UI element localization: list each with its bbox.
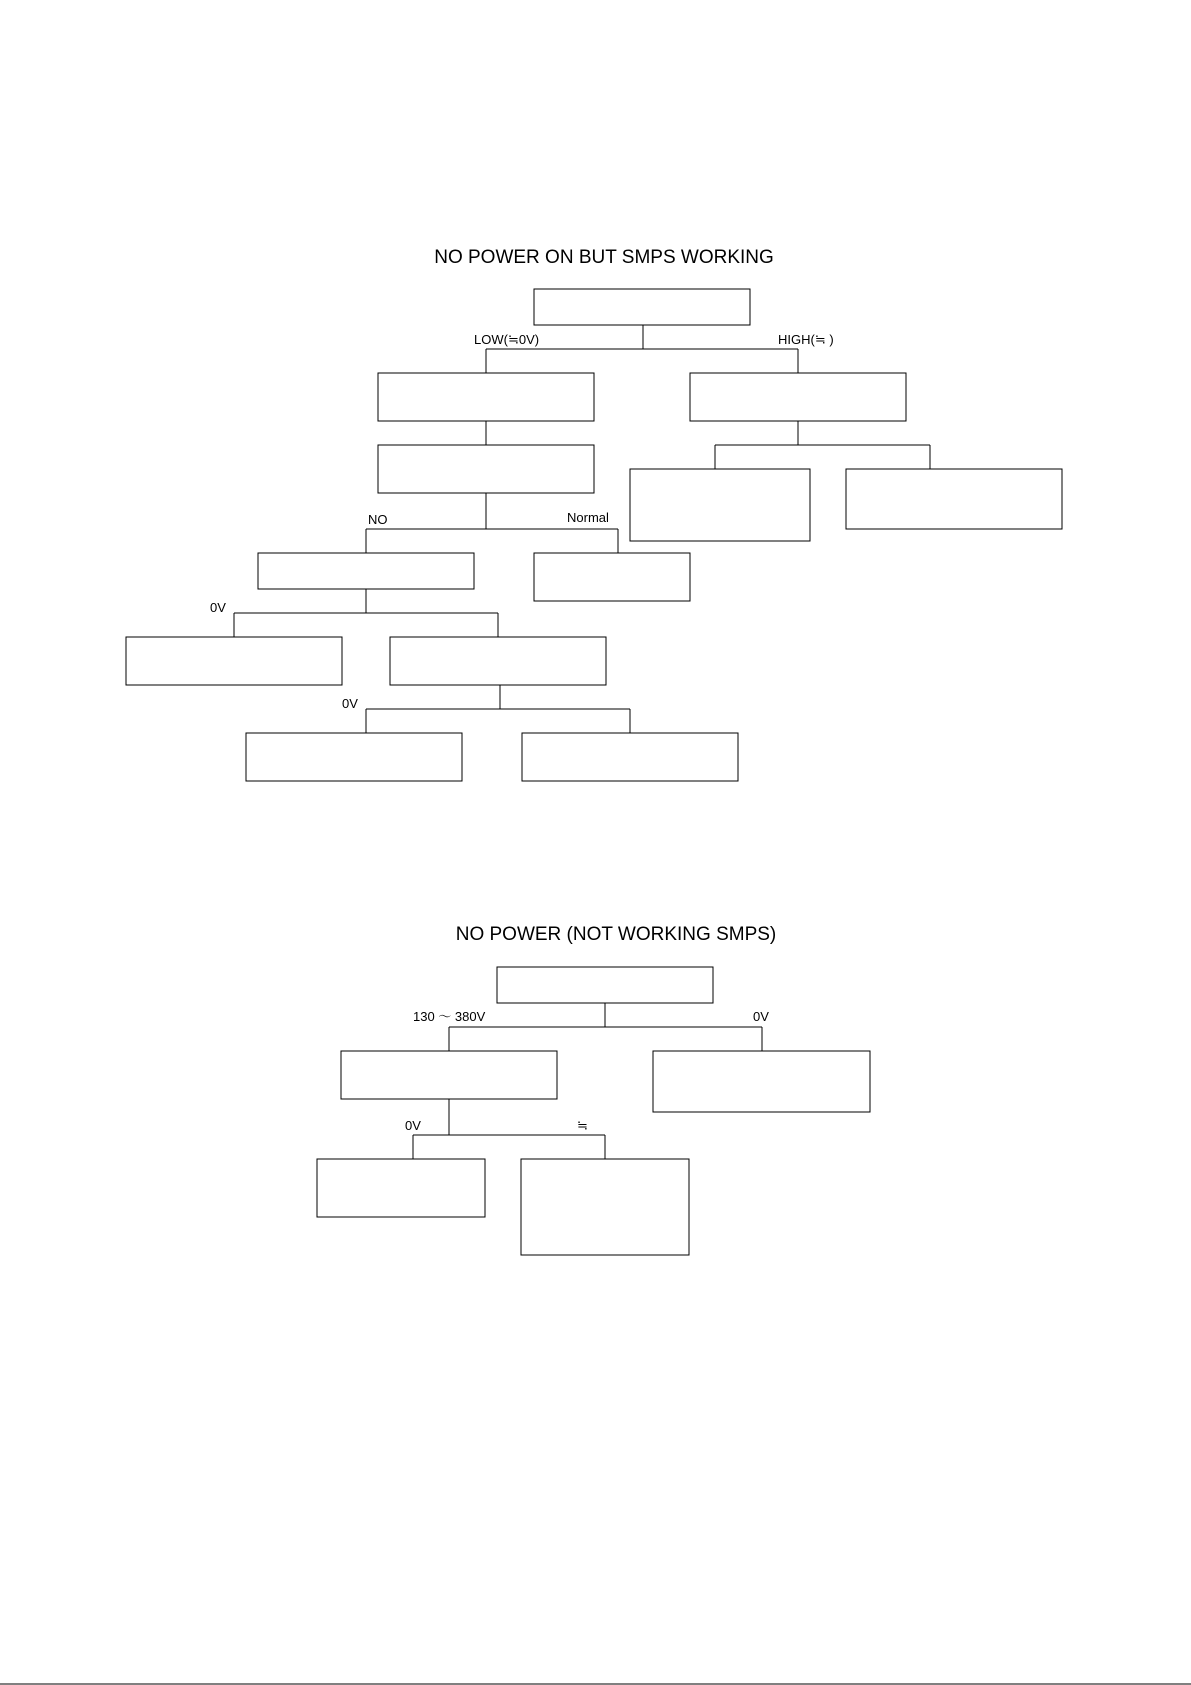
diagram1-title: NO POWER ON BUT SMPS WORKING: [434, 247, 774, 268]
d2-label-0v-right: 0V: [753, 1009, 769, 1024]
d1-no-box: [258, 553, 474, 589]
d1-label-0v-a: 0V: [210, 600, 226, 615]
d1-label-high: HIGH(≒ ): [778, 332, 834, 347]
d1-check-box: [378, 445, 594, 493]
d1-bottom-right-box: [522, 733, 738, 781]
d1-low-box: [378, 373, 594, 421]
d1-label-normal: Normal: [567, 510, 609, 525]
d2-0v-box: [653, 1051, 870, 1112]
d1-0v-right-box: [390, 637, 606, 685]
d1-high-right-box: [846, 469, 1062, 529]
d1-high-left-box: [630, 469, 810, 541]
d2-label-approx: ≒: [577, 1118, 588, 1133]
d2-label-range: 130 ～ 380V: [413, 1009, 486, 1024]
d2-range-box: [341, 1051, 557, 1099]
d2-bottom-left-box: [317, 1159, 485, 1217]
d1-label-low: LOW(≒0V): [474, 332, 540, 347]
d2-label-0v-left: 0V: [405, 1118, 421, 1133]
d1-bottom-left-box: [246, 733, 462, 781]
d2-root-box: [497, 967, 713, 1003]
d1-root-box: [534, 289, 750, 325]
d1-label-0v-b: 0V: [342, 696, 358, 711]
d2-bottom-right-box: [521, 1159, 689, 1255]
d1-high-box: [690, 373, 906, 421]
d1-0v-left-box: [126, 637, 342, 685]
diagram2-title: NO POWER (NOT WORKING SMPS): [455, 924, 777, 945]
d1-label-no: NO: [368, 512, 388, 527]
d1-normal-box: [534, 553, 690, 601]
